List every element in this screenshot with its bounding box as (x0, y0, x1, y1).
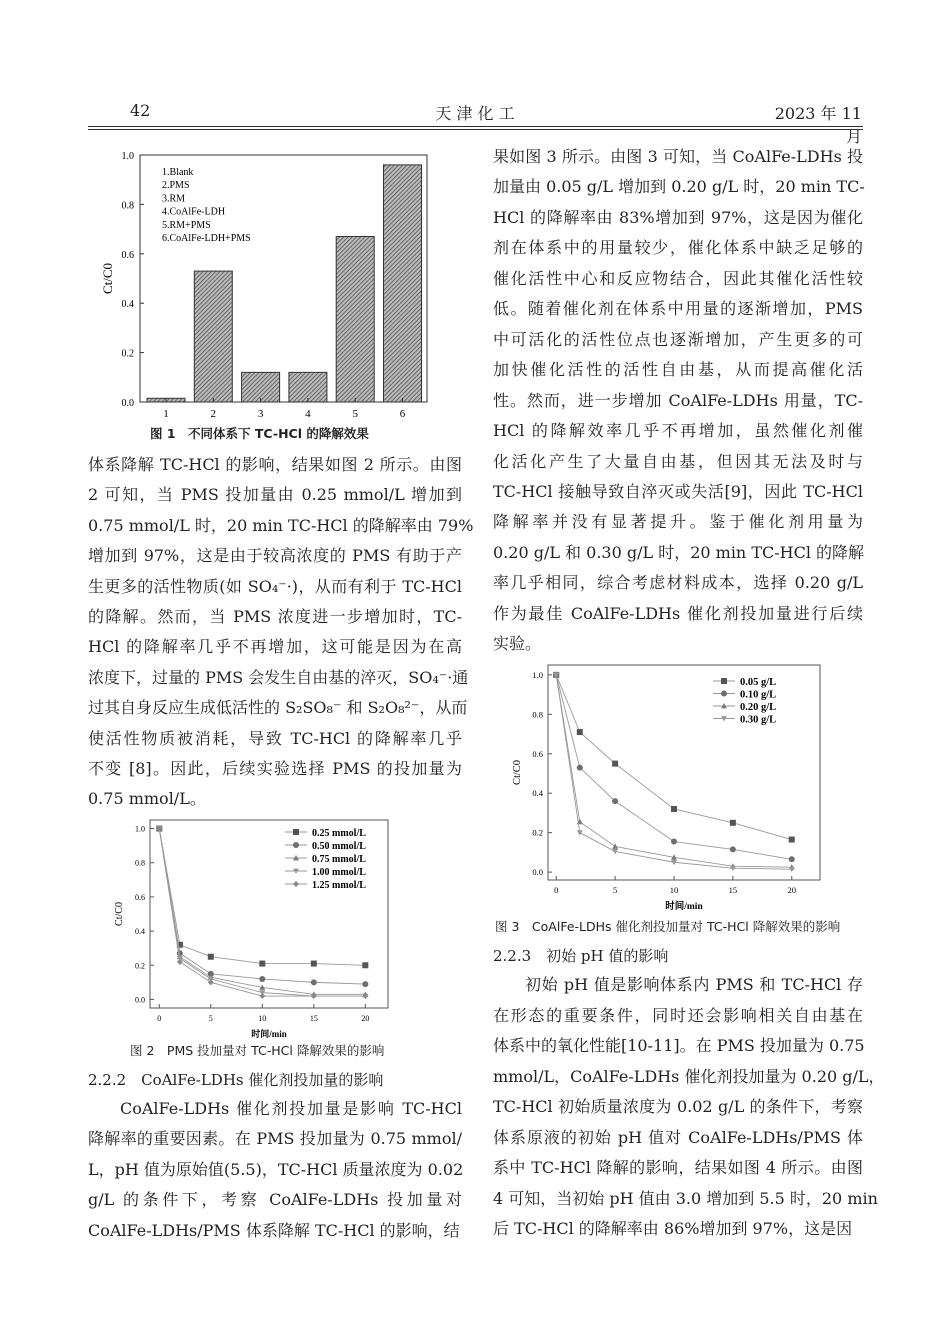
legend-entry: 3.RM (162, 193, 186, 205)
marker-circle (577, 765, 583, 771)
paragraph-line: TC-HCl 初始质量浓度为 0.02 g/L 的条件下，考察 (493, 1097, 863, 1116)
paragraph-line: 0.75 mmol/L 时，20 min TC-HCl 的降解率由 79% (88, 515, 474, 535)
paragraph-line: 果如图 3 所示。由图 3 可知，当 CoAlFe-LDHs 投 (493, 147, 863, 166)
marker-square (311, 961, 317, 967)
y-tick-label: 0.8 (532, 709, 543, 720)
y-tick-label: 0.2 (121, 348, 134, 360)
marker-square (789, 837, 795, 843)
paragraph-line: HCl 的降解率由 83%增加到 97%，这是因为催化 (493, 207, 863, 227)
x-tick-label: 3 (257, 408, 264, 420)
paragraph-line: 剂在体系中的用量较少，催化体系中缺乏足够的 (493, 238, 863, 258)
paragraph-line: 2 可知，当 PMS 投加量由 0.25 mmol/L 增加到 (88, 485, 462, 505)
y-tick-label: 0.0 (532, 867, 543, 878)
paragraph-line: 系中 TC-HCl 降解的影响，结果如图 4 所示。由图 (493, 1158, 863, 1177)
legend-entry: 6.CoAlFe-LDH+PMS (162, 233, 251, 244)
legend-entry: 5.RM+PMS (162, 219, 211, 231)
x-tick-label: 4 (305, 408, 311, 420)
legend-entry: 2.PMS (162, 180, 190, 192)
marker-square (671, 806, 677, 812)
x-tick-label: 0 (554, 885, 559, 895)
y-axis-label: Ct/C0 (512, 759, 523, 786)
y-tick-label: 0.4 (532, 788, 543, 799)
paragraph-line: 中可活化的活性位点也逐渐增加，产生更多的可 (493, 329, 863, 349)
marker-circle (362, 981, 368, 987)
y-tick-label: 0.6 (135, 892, 145, 902)
legend-entry: 0.75 mmol/L (312, 854, 366, 865)
paragraph-line: HCl 的降解率几乎不再增加，这可能是因为在高 (88, 637, 462, 657)
paragraph-line: 低。随着催化剂在体系中用量的逐渐增加，PMS (493, 299, 863, 319)
figure-2-caption: 图 2 PMS 投加量对 TC-HCl 降解效果的影响 (130, 1043, 385, 1058)
section-heading-2-2-2: 2.2.2 CoAlFe-LDHs 催化剂投加量的影响 (88, 1071, 384, 1089)
y-tick-label: 0.8 (121, 200, 134, 212)
x-tick-label: 1 (163, 408, 169, 420)
paragraph-line: 后 TC-HCl 的降解率由 86%增加到 97%，这是因 (493, 1219, 853, 1238)
paragraph-line: 不变 [8]。因此，后续实验选择 PMS 的投加量为 (88, 759, 462, 778)
bar-4 (289, 372, 327, 402)
marker-square (362, 962, 368, 968)
marker-square (721, 678, 727, 684)
paragraph-line: 加量由 0.05 g/L 增加到 0.20 g/L 时，20 min TC- (493, 177, 865, 197)
paragraph-line: 过其自身反应生成低活性的 S₂SO₈⁻ 和 S₂O₈²⁻，从而 (88, 698, 468, 718)
figure-1-bar-chart (88, 140, 448, 420)
marker-circle (730, 846, 736, 852)
header-rule (88, 126, 863, 127)
x-tick-label: 5 (352, 408, 358, 420)
marker-circle (671, 839, 677, 845)
x-axis-label: 时间/min (665, 902, 703, 910)
y-tick-label: 0.0 (135, 995, 145, 1005)
y-tick-label: 0.2 (532, 827, 543, 838)
paragraph-line: 性。然而，进一步增加 CoAlFe-LDHs 用量，TC- (493, 390, 863, 410)
bar-2 (194, 271, 232, 402)
y-tick-label: 0.0 (121, 398, 134, 409)
paragraph-line: CoAlFe-LDHs 催化剂投加量是影响 TC-HCl (120, 1099, 462, 1118)
issue-date: 2023 年 11 月 (774, 104, 862, 146)
marker-circle (259, 976, 265, 982)
paragraph-line: CoAlFe-LDHs/PMS 体系降解 TC-HCl 的影响，结 (88, 1220, 460, 1240)
marker-circle (789, 856, 795, 862)
y-tick-label: 0.2 (135, 961, 145, 971)
paragraph-line: HCl 的降解效率几乎不再增加，虽然催化剂催 (493, 421, 863, 441)
x-tick-label: 5 (612, 885, 618, 895)
y-tick-label: 1.0 (135, 824, 145, 834)
marker-circle (311, 979, 317, 985)
paragraph-line: 体系中的氧化性能[10-11]。在 PMS 投加量为 0.75 (493, 1036, 865, 1055)
page-number: 42 (130, 101, 151, 120)
paragraph-line: 生更多的活性物质(如 SO₄⁻·)，从而有利于 TC-HCl (88, 576, 462, 596)
y-tick-label: 1.0 (532, 669, 543, 680)
y-axis-label: Ct/C0 (100, 262, 115, 295)
x-tick-label: 15 (309, 1014, 318, 1023)
marker-triangle-down (577, 830, 583, 835)
paragraph-line: 4 可知，当初始 pH 值由 3.0 增加到 5.5 时，20 min (493, 1188, 878, 1208)
paragraph-line: 率几乎相同，综合考虑材料成本，选择 0.20 g/L (493, 573, 863, 593)
paragraph-line: 0.20 g/L 和 0.30 g/L 时，20 min TC-HCl 的降解 (493, 542, 865, 562)
marker-diamond (293, 881, 299, 887)
marker-circle (721, 691, 727, 697)
section-heading-2-2-3: 2.2.3 初始 pH 值的影响 (493, 947, 669, 965)
y-tick-label: 0.8 (135, 858, 145, 868)
marker-diamond (259, 993, 265, 999)
legend-entry: 0.30 g/L (740, 714, 777, 726)
marker-circle (612, 798, 618, 804)
x-tick-label: 5 (208, 1014, 213, 1023)
legend-entry: 0.10 g/L (740, 689, 777, 701)
paragraph-line: 体系降解 TC-HCl 的影响，结果如图 2 所示。由图 (88, 455, 462, 474)
paragraph-line: 降解率的重要因素。在 PMS 投加量为 0.75 mmol/ (88, 1129, 462, 1149)
paragraph-line: 化活化产生了大量自由基，但因其无法及时与 (493, 451, 863, 471)
y-tick-label: 0.4 (135, 927, 145, 937)
y-tick-label: 0.4 (121, 299, 134, 311)
legend-entry: 4.CoAlFe-LDH (162, 206, 226, 218)
legend-entry: 0.05 g/L (740, 677, 777, 688)
x-tick-label: 2 (210, 408, 217, 420)
marker-triangle (612, 843, 618, 848)
bar-5 (336, 237, 374, 402)
bar-6 (384, 165, 422, 402)
paragraph-line: 催化活性中心和反应物结合，因此其催化活性较 (493, 268, 863, 288)
paragraph-line: 作为最佳 CoAlFe-LDHs 催化剂投加量进行后续 (493, 603, 863, 623)
legend-entry: 0.25 mmol/L (312, 828, 366, 839)
y-axis-label: Ct/C0 (114, 902, 125, 926)
paragraph-line: 体系原液的初始 pH 值对 CoAlFe-LDHs/PMS 体 (493, 1127, 863, 1147)
x-tick-label: 6 (399, 408, 406, 420)
plot-frame (548, 665, 820, 880)
paragraph-line: L，pH 值为原始值(5.5)，TC-HCl 质量浓度为 0.02 (88, 1159, 464, 1179)
marker-square (612, 761, 618, 767)
legend-entry: 1.00 mmol/L (312, 867, 366, 878)
paragraph-line: TC-HCl 接触导致自淬灭或失活[9]，因此 TC-HCl (493, 481, 863, 501)
legend-entry: 1.25 mmol/L (312, 880, 366, 891)
legend-entry: 1.Blank (162, 167, 194, 178)
marker-square (208, 954, 214, 960)
marker-square (293, 829, 299, 835)
x-tick-label: 10 (669, 885, 679, 895)
x-tick-label: 0 (157, 1014, 162, 1023)
marker-diamond (208, 979, 214, 985)
y-tick-label: 0.6 (121, 249, 134, 261)
marker-circle (293, 842, 299, 848)
figure-2-line-chart (105, 812, 405, 1042)
paragraph-line: 初始 pH 值是影响体系内 PMS 和 TC-HCl 存 (525, 975, 863, 994)
header-rule (88, 129, 863, 130)
x-tick-label: 20 (361, 1014, 370, 1023)
paragraph-line: 的降解。然而，当 PMS 浓度进一步增加时，TC- (88, 607, 462, 626)
paragraph-line: 浓度下，过量的 PMS 会发生自由基的淬灭，SO₄⁻·通 (88, 667, 469, 687)
figure-3-caption: 图 3 CoAlFe-LDHs 催化剂投加量对 TC-HCl 降解效果的影响 (495, 919, 841, 934)
x-tick-label: 15 (728, 885, 738, 895)
marker-square (577, 729, 583, 735)
x-tick-label: 20 (787, 885, 796, 895)
marker-square (730, 820, 736, 826)
y-tick-label: 1.0 (121, 151, 134, 162)
bar-3 (242, 372, 280, 402)
paragraph-line: 在形态的重要条件，同时还会影响相关自由基在 (493, 1005, 863, 1025)
paragraph-line: 加快催化活性的活性自由基，从而提高催化活 (493, 360, 863, 380)
paragraph-line: 实验。 (493, 634, 542, 654)
paragraph-line: g/L 的条件下，考察 CoAlFe-LDHs 投加量对 (88, 1190, 462, 1210)
marker-square (259, 961, 265, 967)
x-axis-label: 时间/min (251, 1029, 287, 1039)
y-tick-label: 0.6 (532, 748, 543, 759)
figure-3-line-chart (495, 660, 865, 910)
figure-1-caption: 图 1 不同体系下 TC-HCl 的降解效果 (150, 426, 369, 441)
paragraph-line: 降解率并没有显著提升。鉴于催化剂用量为 (493, 512, 863, 532)
legend-entry: 0.20 g/L (740, 702, 777, 713)
paragraph-line: 0.75 mmol/L。 (88, 789, 206, 809)
paragraph-line: mmol/L，CoAlFe-LDHs 催化剂投加量为 0.20 g/L， (493, 1066, 885, 1086)
x-tick-label: 10 (258, 1014, 267, 1023)
paragraph-line: 使活性物质被消耗，导致 TC-HCl 的降解率几乎 (88, 728, 462, 748)
legend-entry: 0.50 mmol/L (312, 841, 366, 852)
paragraph-line: 增加到 97%，这是由于较高浓度的 PMS 有助于产 (88, 546, 462, 566)
journal-name: 天 津 化 工 (435, 104, 515, 123)
